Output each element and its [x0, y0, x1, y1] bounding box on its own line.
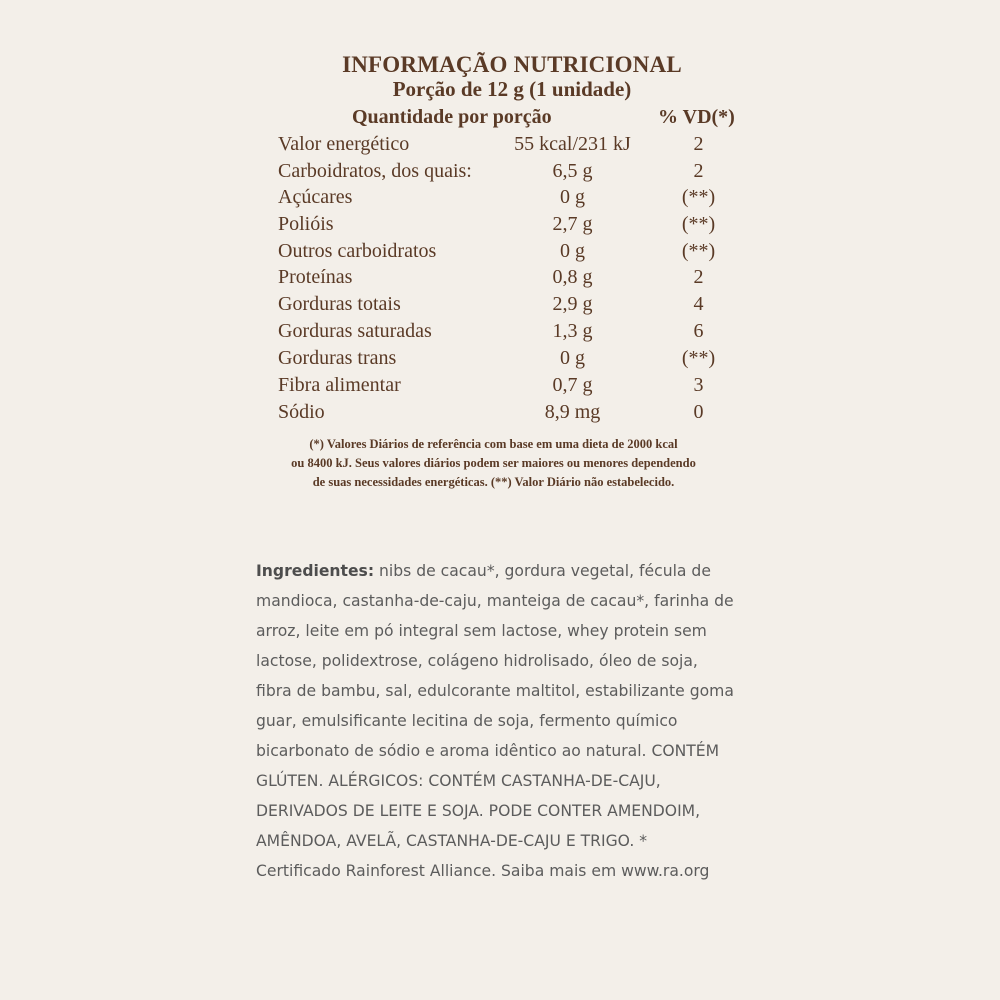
- ingredients-line: fibra de bambu, sal, edulcorante maltitol, estabilizante goma: [256, 682, 734, 700]
- nutrition-footnote: [0, 435, 987, 492]
- nutrition-row: [0, 133, 1000, 159]
- nutrient-vd: 2: [693, 266, 704, 288]
- nutrient-amount: 0,7 g: [552, 374, 593, 396]
- nutrient-name: Sódio: [278, 401, 325, 423]
- ingredients-line: AMÊNDOA, AVELÃ, CASTANHA-DE-CAJU E TRIGO. *: [256, 832, 648, 850]
- nutrient-vd: (**): [681, 186, 716, 208]
- ingredients-first-line: [256, 556, 766, 586]
- ingredients-line: bicarbonato de sódio e aroma idêntico ao natural. CONTÉM: [256, 742, 720, 760]
- ingredients-line: lactose, polidextrose, colágeno hidrolisado, óleo de soja,: [256, 652, 698, 670]
- nutrient-amount: 0,8 g: [552, 266, 593, 288]
- nutrient-vd: 2: [693, 160, 704, 182]
- nutrient-name: Outros carboidratos: [278, 240, 437, 262]
- ingredients-line: arroz, leite em pó integral sem lactose, whey protein sem: [256, 622, 707, 640]
- nutrient-amount: 0 g: [560, 347, 585, 369]
- nutrient-amount: 0 g: [560, 240, 585, 262]
- ingredients-text: [256, 556, 766, 886]
- nutrient-name: Gorduras totais: [278, 293, 401, 315]
- nutrient-name: Carboidratos, dos quais:: [278, 160, 472, 182]
- ingredients-label: Ingredientes:: [256, 562, 375, 580]
- nutrient-amount: 55 kcal/231 kJ: [514, 133, 631, 155]
- ingredients-line: guar, emulsificante lecitina de soja, fermento químico: [256, 712, 678, 730]
- nutrient-vd: (**): [681, 347, 716, 369]
- quantity-column-header: Quantidade por porção: [352, 106, 552, 128]
- nutrition-row: [0, 293, 1000, 319]
- nutrition-row: [0, 213, 1000, 239]
- nutrient-vd: 6: [693, 320, 704, 342]
- nutrient-amount: 2,7 g: [552, 213, 593, 235]
- nutrient-vd: 2: [693, 133, 704, 155]
- vd-column-header: % VD(*): [658, 106, 735, 128]
- footnote-line: de suas necessidades energéticas. (**) Valor Diário não estabelecido.: [312, 475, 675, 489]
- ingredients-line: DERIVADOS DE LEITE E SOJA. PODE CONTER AMENDOIM,: [256, 802, 701, 820]
- nutrient-name: Gorduras saturadas: [278, 320, 432, 342]
- nutrition-row: [0, 347, 1000, 373]
- nutrient-vd: (**): [681, 213, 716, 235]
- ingredients-line: mandioca, castanha-de-caju, manteiga de cacau*, farinha de: [256, 592, 734, 610]
- nutrient-vd: 4: [693, 293, 704, 315]
- nutrient-vd: 3: [693, 374, 704, 396]
- nutrition-row: [0, 266, 1000, 292]
- nutrition-row: [0, 240, 1000, 266]
- nutrient-amount: 1,3 g: [552, 320, 593, 342]
- nutrient-vd: (**): [681, 240, 716, 262]
- nutrition-row: [0, 374, 1000, 400]
- footnote-line: (*) Valores Diários de referência com base em uma dieta de 2000 kcal: [309, 437, 678, 451]
- ingredients-line: nibs de cacau*, gordura vegetal, fécula de: [374, 562, 711, 580]
- nutrient-name: Gorduras trans: [278, 347, 397, 369]
- nutrition-row: [0, 186, 1000, 212]
- nutrient-name: Polióis: [278, 213, 334, 235]
- nutrient-name: Açúcares: [278, 186, 353, 208]
- nutrition-row: [0, 320, 1000, 346]
- nutrition-row: [0, 160, 1000, 186]
- footnote-line: ou 8400 kJ. Seus valores diários podem ser maiores ou menores dependendo: [291, 456, 696, 470]
- nutrient-name: Fibra alimentar: [278, 374, 401, 396]
- serving-size: Porção de 12 g (1 unidade): [392, 77, 632, 101]
- ingredients-line: Certificado Rainforest Alliance. Saiba mais em www.ra.org: [256, 862, 710, 880]
- nutrient-name: Valor energético: [278, 133, 410, 155]
- nutrient-amount: 8,9 mg: [544, 401, 601, 423]
- nutrient-amount: 6,5 g: [552, 160, 593, 182]
- nutrient-amount: 0 g: [560, 186, 585, 208]
- nutrient-name: Proteínas: [278, 266, 353, 288]
- nutrition-row: [0, 401, 1000, 427]
- nutrient-amount: 2,9 g: [552, 293, 593, 315]
- ingredients-line: GLÚTEN. ALÉRGICOS: CONTÉM CASTANHA-DE-CAJU,: [256, 772, 661, 790]
- nutrient-vd: 0: [693, 401, 704, 423]
- nutrition-title: INFORMAÇÃO NUTRICIONAL: [342, 52, 682, 77]
